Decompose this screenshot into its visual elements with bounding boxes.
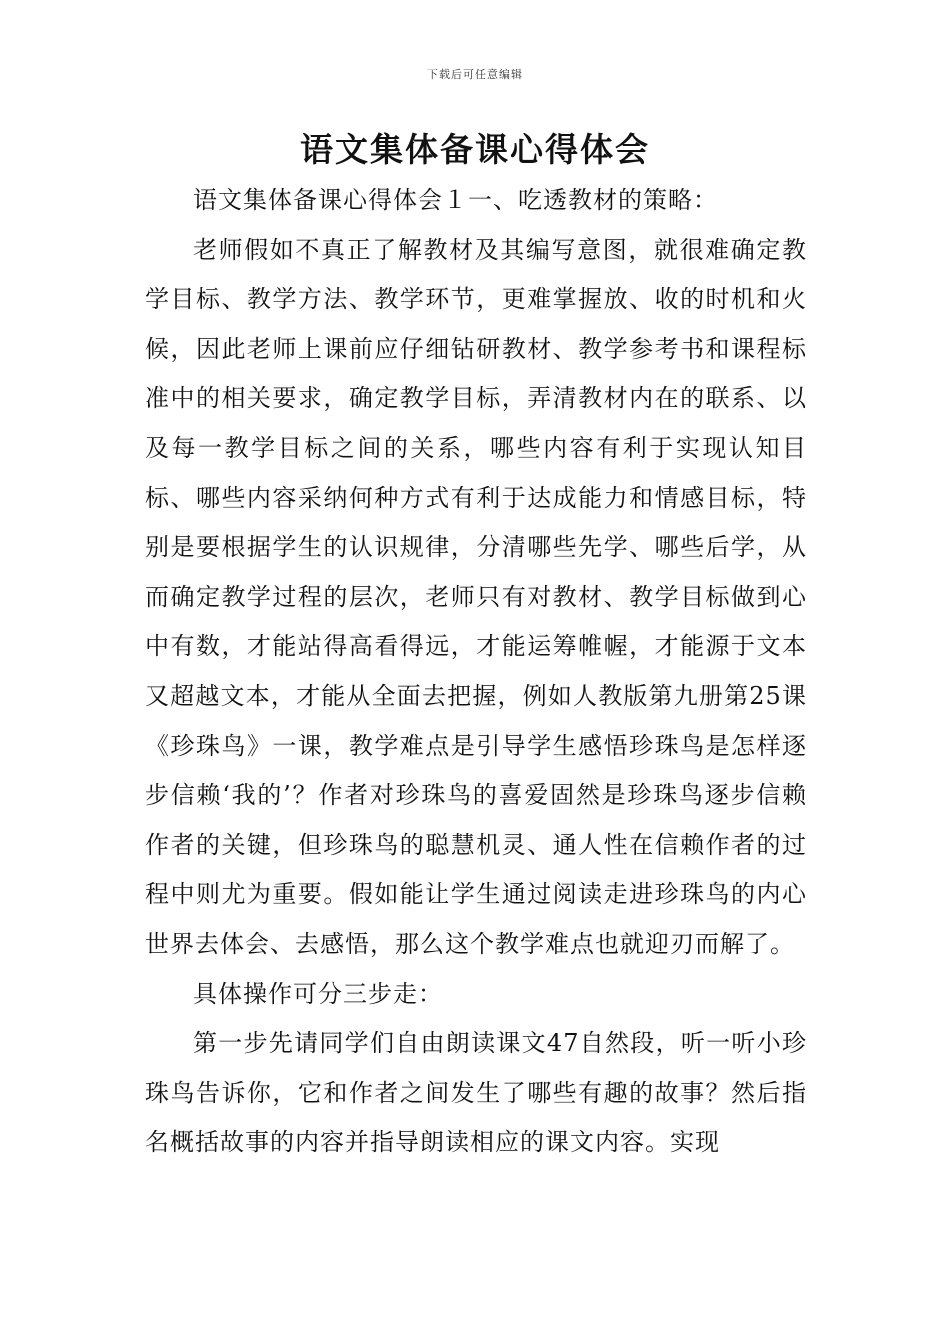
- paragraph-intro: 语文集体备课心得体会１一、吃透教材的策略：: [193, 186, 718, 214]
- document-title: 语文集体备课心得体会: [300, 130, 650, 169]
- paragraph-step-one: 第一步先请同学们自由朗读课文47自然段，听一听小珍珠鸟告诉你，它和作者之间发生了哪些有趣的故事？然后指名概括故事的内容并指导朗读相应的课文内容。实现: [145, 1029, 807, 1157]
- paragraph-steps-intro: 具体操作可分三步走：: [193, 979, 443, 1008]
- header-note: 下载后可任意编辑: [427, 68, 523, 81]
- document-body: [145, 176, 807, 1168]
- paragraph-main: 老师假如不真正了解教材及其编写意图，就很难确定教学目标、教学方法、教学环节，更难掌握放、收的时机和火候，因此老师上课前应仔细钻研教材、教学参考书和课程标准中的相关要求，确定教学目标，弄清教材内在的联系、以及每一教学目标之间的关系，哪些内容有利于实现认知目标、哪些内容采纳何种方式有利于达成能力和情感目标，特别是要根据学生的认识规律，分清哪些先学、哪些后学，从而确定教学过程的层次，老师只有对教材、教学目标做到心中有数，才能站得高看得远，才能运筹帷幄，才能源于文本又超越文本，才能从全面去把握，例如人教版第九册第25课《珍珠鸟》一课，教学难点是引导学生感悟珍珠鸟是怎样逐步信赖‘我的’？作者对珍珠鸟的喜爱固然是珍珠鸟逐步信赖作者的关键，但珍珠鸟的聪慧机灵、通人性在信赖作者的过程中则尤为重要。假如能让学生通过阅读走进珍珠鸟的内心世界去体会、去感悟，那么这个教学难点也就迎刃而解了。: [145, 235, 807, 958]
